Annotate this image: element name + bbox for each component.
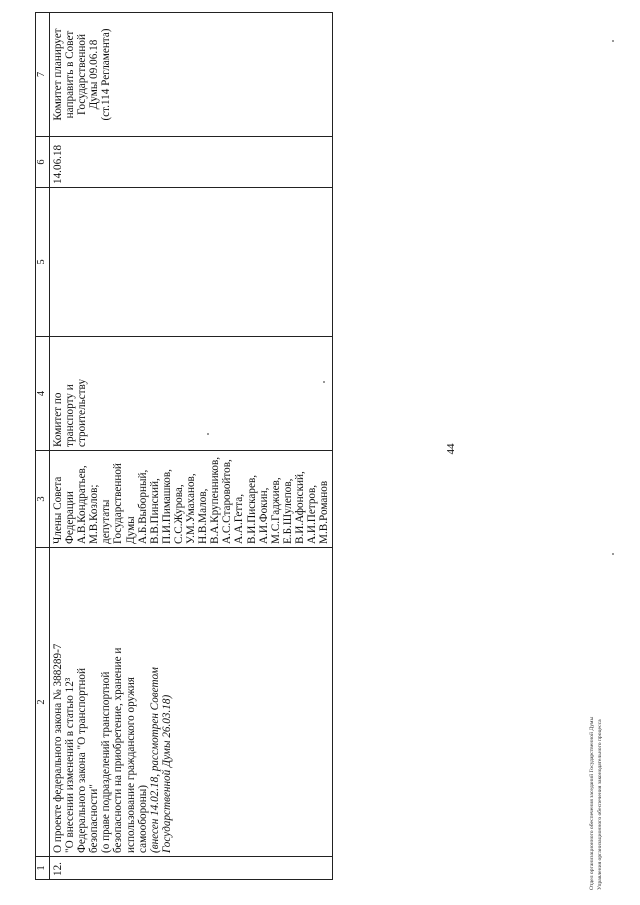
author-line: А.С.Старовойтов, bbox=[221, 459, 234, 544]
author-line: А.В.Кондратьев, bbox=[76, 465, 89, 544]
header-col-3: 3 bbox=[36, 451, 50, 548]
author-line: М.В.Романов bbox=[318, 480, 331, 544]
committee-cell bbox=[50, 337, 333, 451]
authors-cell bbox=[50, 451, 333, 548]
committee-line: Комитет по bbox=[52, 392, 64, 447]
header-col-1: 1 bbox=[36, 857, 50, 880]
scan-speck bbox=[612, 40, 614, 42]
header-col-4: 4 bbox=[36, 337, 50, 451]
author-line: А.И.Петров, bbox=[305, 484, 318, 544]
committee-line: строительству bbox=[76, 378, 89, 447]
header-col-2: 2 bbox=[36, 548, 50, 857]
author-line: Е.Б.Шулепов, bbox=[281, 478, 294, 544]
author-line: А.И.Фокин, bbox=[257, 487, 270, 544]
author-line: У.М.Умаханов, bbox=[185, 473, 198, 544]
page-number: 44 bbox=[445, 443, 457, 455]
header-col-5: 5 bbox=[36, 188, 50, 337]
header-col-7: 7 bbox=[36, 13, 50, 137]
table-row bbox=[50, 13, 333, 880]
author-line: В.И.Афонский, bbox=[293, 471, 306, 544]
date-cell: 14.06.18 bbox=[50, 137, 333, 188]
committee-line: транспорту и bbox=[64, 384, 77, 447]
author-line: П.И.Пимашков, bbox=[160, 469, 173, 544]
status-line: (ст.114 Регламента) bbox=[100, 28, 113, 121]
author-line: М.В.Козлов; bbox=[88, 484, 101, 544]
status-line: Комитет планирует bbox=[52, 28, 64, 121]
description-line: самообороны) bbox=[136, 784, 149, 853]
status-line: направить в Совет bbox=[64, 30, 77, 119]
author-line: В.А.Крупенников, bbox=[209, 456, 222, 544]
status-line: Думы 09.06.18 bbox=[88, 39, 101, 110]
author-line: Н.В.Малов, bbox=[197, 488, 210, 544]
author-line: Государственной bbox=[112, 463, 125, 544]
author-line: Федерации bbox=[64, 491, 77, 544]
description-line: Федерального закона "О транспортной bbox=[76, 668, 89, 853]
author-line: Думы bbox=[124, 516, 137, 544]
bill-note-line: Государственной Думы 26.03.18) bbox=[160, 694, 173, 853]
header-col-6: 6 bbox=[36, 137, 50, 188]
bill-description-cell bbox=[50, 548, 333, 857]
author-line: А.А.Гетта, bbox=[233, 493, 246, 544]
author-line: В.И.Пискарев, bbox=[245, 474, 258, 544]
author-line: А.Б.Выборный, bbox=[136, 469, 149, 544]
row-number: 12. bbox=[50, 857, 333, 880]
status-cell bbox=[50, 13, 333, 137]
scan-speck bbox=[612, 553, 614, 555]
bills-table bbox=[35, 12, 333, 880]
author-line: Члены Совета bbox=[52, 476, 64, 544]
footer-department bbox=[589, 590, 604, 890]
scan-speck bbox=[207, 433, 209, 435]
author-line: С.С.Журова, bbox=[172, 484, 185, 544]
rotated-page bbox=[35, 20, 635, 880]
description-line: "О внесении изменений в статью 12³ bbox=[64, 677, 77, 853]
empty-cell-col-5 bbox=[50, 188, 333, 337]
scan-speck bbox=[323, 381, 325, 383]
author-line: депутаты bbox=[100, 499, 113, 544]
description-line: безопасности" bbox=[88, 784, 101, 853]
bill-note-line: (внесен 14.02.18, рассмотрен Советом bbox=[148, 667, 161, 853]
author-line: М.С.Гаджиев, bbox=[269, 477, 282, 544]
table-header-row bbox=[36, 13, 50, 880]
description-line: (о праве подразделений транспортной bbox=[100, 671, 113, 853]
description-line: безопасности на приобретение, хранение и bbox=[112, 647, 125, 853]
description-line: О проекте федерального закона № 388289-7 bbox=[52, 643, 64, 853]
author-line: В.В.Пинский, bbox=[148, 478, 161, 544]
footer-line-1: Отдел организационного обеспечения заседаний Государственной Думы bbox=[589, 716, 595, 890]
description-line: использование гражданского оружия bbox=[124, 677, 137, 853]
footer-line-2: Управления организационного обеспечения законодательного процесса bbox=[596, 719, 603, 890]
status-line: Государственной bbox=[76, 34, 89, 115]
